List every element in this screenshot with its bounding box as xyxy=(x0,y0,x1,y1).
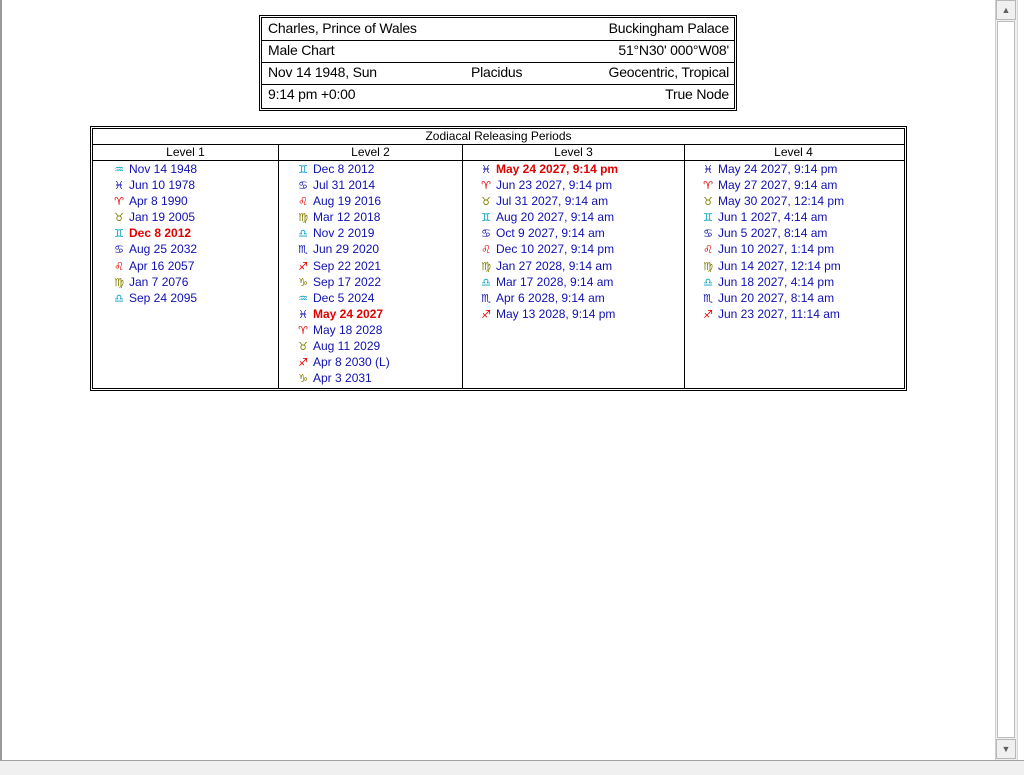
period-entry xyxy=(476,161,618,177)
period-entry xyxy=(109,258,197,274)
zodiac-sign-icon: ♉ xyxy=(298,340,308,354)
column-divider xyxy=(462,145,463,388)
zodiac-sign-icon: ♉ xyxy=(481,195,491,209)
zodiac-sign-icon: ♌ xyxy=(703,243,713,257)
header-row-4 xyxy=(262,84,734,106)
period-entry xyxy=(476,209,618,225)
period-entry xyxy=(293,258,390,274)
period-entry xyxy=(293,193,390,209)
zodiac-sign-icon: ♎ xyxy=(114,291,124,305)
zodiacal-releasing-inner xyxy=(92,128,905,389)
chart-info-inner xyxy=(261,17,735,109)
period-entry xyxy=(293,241,390,257)
period-entry xyxy=(109,161,197,177)
zodiac-sign-icon: ♋ xyxy=(481,227,491,241)
period-date: Dec 8 2012 xyxy=(313,162,375,176)
level-3-column xyxy=(476,161,618,322)
period-date: Jul 31 2027, 9:14 am xyxy=(496,194,609,209)
period-entry xyxy=(698,193,844,209)
period-date: Jan 19 2005 xyxy=(129,210,196,225)
period-date: Apr 6 2028, 9:14 am xyxy=(496,290,605,305)
zodiac-sign-icon: ♊ xyxy=(114,227,124,241)
zodiac-sign-icon: ♒ xyxy=(114,163,124,176)
period-entry xyxy=(476,258,618,274)
period-date: Apr 8 1990 xyxy=(129,194,188,209)
period-entry xyxy=(476,290,618,306)
period-date: May 18 2028 xyxy=(313,322,383,337)
scrollbar-thumb[interactable] xyxy=(997,21,1015,738)
period-date: Aug 11 2029 xyxy=(313,339,381,354)
period-entry xyxy=(476,177,618,193)
period-date: Aug 20 2027, 9:14 am xyxy=(496,210,615,225)
period-entry xyxy=(293,177,390,193)
period-date: May 13 2028, 9:14 pm xyxy=(496,306,616,321)
zodiacal-releasing-table xyxy=(90,126,907,391)
period-entry xyxy=(109,274,197,290)
period-entry xyxy=(698,258,844,274)
period-entry xyxy=(293,306,390,322)
period-entry xyxy=(293,322,390,338)
period-entry xyxy=(293,338,390,354)
period-date: Aug 25 2032 xyxy=(129,242,198,257)
level-1-header: Level 1 xyxy=(166,145,205,159)
level-1-column xyxy=(109,161,197,306)
period-date: Jun 10 1978 xyxy=(129,178,196,193)
level-3-header: Level 3 xyxy=(554,145,593,159)
period-date: Jun 18 2027, 4:14 pm xyxy=(718,274,835,289)
period-entry xyxy=(293,274,390,290)
period-date: Jan 7 2076 xyxy=(129,274,189,289)
period-entry xyxy=(698,225,844,241)
zodiac-sign-icon: ♐ xyxy=(703,307,713,321)
zodiac-sign-icon: ♎ xyxy=(703,275,713,289)
period-date: Jun 10 2027, 1:14 pm xyxy=(718,242,835,257)
period-date: Mar 17 2028, 9:14 am xyxy=(496,274,614,289)
zodiac-sign-icon: ♏ xyxy=(481,291,491,305)
zodiac-sign-icon: ♒ xyxy=(298,291,308,305)
period-date: Nov 14 1948 xyxy=(129,162,198,176)
period-date: Oct 9 2027, 9:14 am xyxy=(496,226,605,241)
chart-info-header xyxy=(259,15,737,111)
scroll-up-button[interactable] xyxy=(996,0,1016,20)
period-entry xyxy=(293,370,390,386)
zodiac-sign-icon: ♌ xyxy=(481,243,491,257)
zodiac-sign-icon: ♐ xyxy=(298,356,308,370)
zodiac-sign-icon: ♑ xyxy=(298,372,308,386)
house-system: Placidus xyxy=(471,64,523,80)
arrow-down-icon: ▼ xyxy=(1001,744,1011,754)
zodiac-sign-icon: ♍ xyxy=(114,275,124,289)
zodiac-sign-icon: ♍ xyxy=(298,211,308,225)
period-date: Mar 12 2018 xyxy=(313,210,381,225)
table-title: Zodiacal Releasing Periods xyxy=(425,129,572,143)
period-entry xyxy=(698,306,844,322)
period-date: Jun 23 2027, 9:14 pm xyxy=(496,178,613,193)
period-date: Sep 24 2095 xyxy=(129,290,198,305)
period-date: Aug 19 2016 xyxy=(313,194,382,209)
window-right-border xyxy=(1017,0,1024,760)
period-date: May 24 2027, 9:14 pm xyxy=(718,162,838,176)
period-date: Nov 2 2019 xyxy=(313,226,375,241)
period-date: Dec 10 2027, 9:14 pm xyxy=(496,242,615,257)
column-divider xyxy=(278,145,279,388)
period-date: Jun 20 2027, 8:14 am xyxy=(718,290,835,305)
period-date: May 24 2027 xyxy=(313,306,384,321)
scroll-down-button[interactable] xyxy=(996,739,1016,759)
period-date: May 30 2027, 12:14 pm xyxy=(718,194,845,209)
zodiac-sign-icon: ♍ xyxy=(481,259,491,273)
period-date: Jun 5 2027, 8:14 am xyxy=(718,226,828,241)
period-date: Dec 5 2024 xyxy=(313,290,375,305)
zodiac-sign-icon: ♏ xyxy=(298,243,308,257)
zodiac-sign-icon: ♈ xyxy=(114,195,124,209)
zodiac-sign-icon: ♌ xyxy=(298,195,308,209)
period-entry xyxy=(476,241,618,257)
chart-type: Male Chart xyxy=(268,42,335,58)
zodiac-sign-icon: ♋ xyxy=(298,179,308,193)
level-2-header: Level 2 xyxy=(351,145,390,159)
period-date: Sep 17 2022 xyxy=(313,274,382,289)
zodiac-sign-icon: ♓ xyxy=(298,307,308,321)
period-date: Jun 29 2020 xyxy=(313,242,380,257)
native-name: Charles, Prince of Wales xyxy=(268,20,417,36)
period-date: Apr 8 2030 (L) xyxy=(313,355,390,370)
period-date: Jul 31 2014 xyxy=(313,178,376,193)
zodiac-sign-icon: ♏ xyxy=(703,291,713,305)
zodiac-sign-icon: ♉ xyxy=(114,211,124,225)
zodiac-sign-icon: ♈ xyxy=(298,323,308,337)
period-date: Apr 16 2057 xyxy=(129,258,195,273)
zodiac-sign-icon: ♋ xyxy=(114,243,124,257)
birth-time: 9:14 pm +0:00 xyxy=(268,86,356,102)
zodiac-sign-icon: ♌ xyxy=(114,259,124,273)
zodiac-sign-icon: ♋ xyxy=(703,227,713,241)
header-row-1 xyxy=(262,18,734,40)
period-entry xyxy=(109,193,197,209)
zodiac-sign-icon: ♈ xyxy=(703,179,713,193)
period-entry xyxy=(293,290,390,306)
period-entry xyxy=(476,193,618,209)
period-entry xyxy=(293,354,390,370)
zodiac-sign-icon: ♎ xyxy=(481,275,491,289)
period-entry xyxy=(476,306,618,322)
period-date: Sep 22 2021 xyxy=(313,258,382,273)
header-row-2 xyxy=(262,40,734,62)
zodiac-sign-icon: ♓ xyxy=(481,163,491,176)
period-entry xyxy=(293,225,390,241)
period-date: May 27 2027, 9:14 am xyxy=(718,178,838,193)
zodiac-sign-icon: ♓ xyxy=(114,179,124,193)
header-row-3 xyxy=(262,62,734,84)
zodiac-type: Geocentric, Tropical xyxy=(608,64,729,80)
zodiac-sign-icon: ♐ xyxy=(298,259,308,273)
zodiac-sign-icon: ♊ xyxy=(481,211,491,225)
period-date: Jan 27 2028, 9:14 am xyxy=(496,258,613,273)
period-entry xyxy=(293,209,390,225)
period-date: Apr 3 2031 xyxy=(313,371,372,386)
period-entry xyxy=(109,290,197,306)
period-entry xyxy=(476,274,618,290)
coordinates: 51°N30' 000°W08' xyxy=(618,42,729,58)
zodiac-sign-icon: ♍ xyxy=(703,259,713,273)
arrow-up-icon: ▲ xyxy=(1001,5,1011,15)
node-type: True Node xyxy=(665,86,729,102)
birth-place: Buckingham Palace xyxy=(608,20,729,36)
zodiac-sign-icon: ♊ xyxy=(298,163,308,176)
period-entry xyxy=(293,161,390,177)
zodiac-sign-icon: ♉ xyxy=(703,195,713,209)
birth-date: Nov 14 1948, Sun xyxy=(268,64,377,80)
period-entry xyxy=(476,225,618,241)
period-entry xyxy=(698,290,844,306)
period-entry xyxy=(698,161,844,177)
period-date: Jun 14 2027, 12:14 pm xyxy=(718,258,841,273)
period-date: Dec 8 2012 xyxy=(129,226,192,241)
zodiac-sign-icon: ♑ xyxy=(298,275,308,289)
zodiac-sign-icon: ♎ xyxy=(298,227,308,241)
period-date: Jun 1 2027, 4:14 am xyxy=(718,210,828,225)
zodiac-sign-icon: ♓ xyxy=(703,163,713,176)
zodiac-sign-icon: ♊ xyxy=(703,211,713,225)
period-entry xyxy=(109,241,197,257)
period-entry xyxy=(698,209,844,225)
period-entry xyxy=(698,241,844,257)
period-entry xyxy=(109,209,197,225)
level-4-header: Level 4 xyxy=(774,145,813,159)
level-2-column xyxy=(293,161,390,386)
period-entry xyxy=(109,177,197,193)
level-4-column xyxy=(698,161,844,322)
period-date: May 24 2027, 9:14 pm xyxy=(496,162,619,176)
window-bottom-border xyxy=(0,760,1024,775)
period-entry xyxy=(109,225,197,241)
zodiac-sign-icon: ♈ xyxy=(481,179,491,193)
column-divider xyxy=(684,145,685,388)
period-date: Jun 23 2027, 11:14 am xyxy=(718,306,840,321)
window-left-border xyxy=(0,0,2,774)
zodiac-sign-icon: ♐ xyxy=(481,307,491,321)
period-entry xyxy=(698,274,844,290)
period-entry xyxy=(698,177,844,193)
